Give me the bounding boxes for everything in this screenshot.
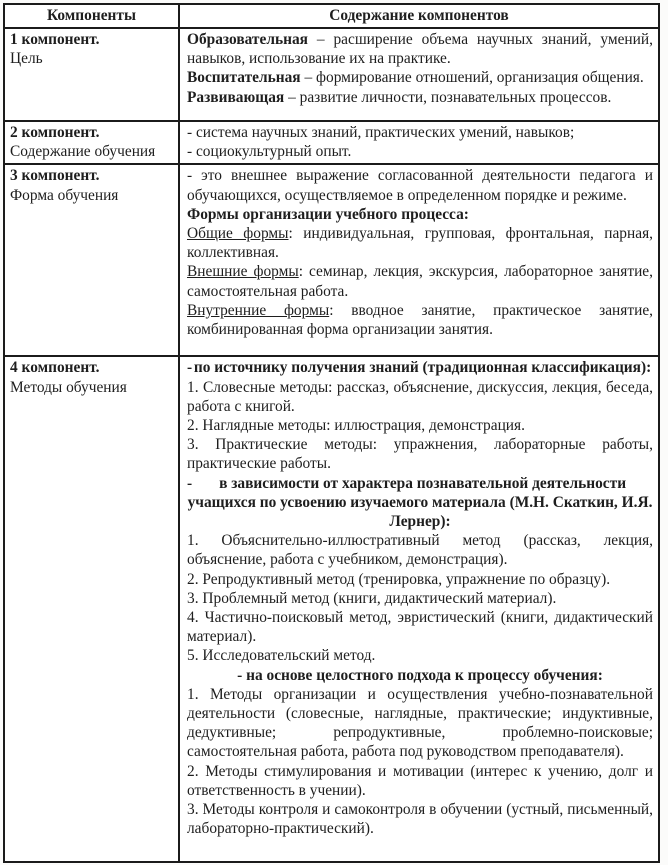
header-content: Содержание компонентов: [179, 4, 659, 28]
component-cell: [4, 164, 179, 356]
content-paragraph: [187, 30, 653, 68]
text-segment: - система научных знаний, практических умений, навыков;: [187, 124, 575, 141]
component-number: 4 компонент.: [10, 359, 100, 377]
content-paragraph: [187, 531, 653, 569]
text-segment: 1. Методы организации и осуществления учебно-познавательной деятельности (словесные, наглядные, практические; индуктивные, дедуктивные; репродуктивные, проблемно-поисковые; самостоятельная работа, работа под руководством преподавателя).: [187, 685, 653, 761]
content-paragraph: [187, 301, 653, 339]
term-bold: Воспитательная: [187, 69, 301, 87]
header-row: [4, 4, 659, 28]
content-paragraph: [187, 608, 653, 646]
table-row: [4, 356, 659, 862]
text-segment: 3. Проблемный метод (книги, дидактический материал).: [187, 589, 557, 607]
text-segment: – расширение объема научных знаний, умений, навыков, использование их на практике.: [187, 31, 653, 68]
text-segment: : индивидуальная, групповая, фронтальная, парная, коллективная.: [187, 225, 653, 262]
content-paragraph: [187, 685, 653, 762]
text-segment: : семинар, лекция, экскурсия, лабораторное занятие, самостоятельная работа.: [187, 263, 653, 300]
component-name: Цель: [10, 50, 43, 68]
text-segment: - социокультурный опыт.: [187, 143, 352, 161]
content-paragraph: [187, 123, 653, 142]
content-paragraph: [187, 646, 653, 665]
content-cell: [179, 121, 659, 164]
content-heading: [187, 474, 653, 532]
component-name: Форма обучения: [10, 186, 119, 204]
table-row: [4, 28, 659, 121]
content-paragraph: [187, 589, 653, 608]
component-number: 2 компонент.: [10, 124, 100, 141]
text-segment: - это внешнее выражение согласованной деятельности педагога и обучающихся, осуществляемое в определенном порядке и режиме.: [187, 167, 653, 204]
component-name: Содержание обучения: [10, 143, 156, 161]
term-underlined: Общие формы: [187, 225, 289, 243]
content-cell: [179, 164, 659, 356]
content-paragraph: [187, 762, 653, 800]
content-heading: [187, 358, 653, 377]
content-paragraph: [187, 88, 653, 107]
text-segment: 2. Репродуктивный метод (тренировка, упражнение по образцу).: [187, 570, 611, 588]
header-components: Компоненты: [4, 4, 179, 28]
list-dash: -: [187, 359, 193, 377]
term-bold: Образовательная: [187, 31, 308, 48]
text-segment: по источнику получения знаний (традиционная классификация):: [193, 359, 652, 377]
text-segment: – развитие личности, познавательных процессов.: [284, 88, 612, 106]
text-segment: 3. Методы контроля и самоконтроля в обучении (устный, письменный, лабораторно-практический).: [187, 801, 653, 838]
scanned-document-page: [3, 3, 660, 863]
text-segment: 1. Словесные методы: рассказ, объяснение, дискуссия, лекция, беседа, работа с книгой.: [187, 378, 653, 415]
content-cell: [179, 356, 659, 862]
table-body: [4, 28, 659, 862]
text-segment: 5. Исследовательский метод.: [187, 647, 376, 665]
content-paragraph: [187, 378, 653, 416]
content-paragraph: [187, 416, 653, 435]
component-cell: [4, 121, 179, 164]
term-bold: Развивающая: [187, 88, 285, 106]
text-segment: 1. Объяснительно-иллюстративный метод (рассказ, лекция, объяснение, работа с учебником, демонстрация).: [187, 532, 653, 569]
content-cell: [179, 28, 659, 121]
content-paragraph: [187, 166, 653, 204]
text-segment: 4. Частично-поисковый метод, эвристический (книги, дидактический материал).: [187, 609, 653, 646]
content-paragraph: [187, 68, 653, 87]
text-segment: Формы организации учебного процесса:: [187, 205, 469, 223]
term-underlined: Внешние формы: [187, 263, 299, 281]
text-segment: - на основе целостного подхода к процессу обучения:: [237, 666, 603, 684]
component-cell: [4, 356, 179, 862]
content-heading: [187, 666, 653, 685]
text-segment: : вводное занятие, практическое занятие, комбинированная форма организации занятия.: [187, 301, 653, 339]
text-segment: в зависимости от характера познавательной деятельности учащихся по усвоению изучаемого материала (М.Н. Скаткин, И.Я. Лернер):: [187, 474, 653, 531]
components-table: [3, 3, 660, 863]
component-cell: [4, 28, 179, 121]
text-segment: – формирование отношений, организация общения.: [300, 69, 644, 87]
content-paragraph: [187, 142, 653, 161]
content-paragraph: [187, 570, 653, 589]
content-paragraph: [187, 262, 653, 300]
content-paragraph: [187, 435, 653, 473]
text-segment: 2. Методы стимулирования и мотивации (интерес к учению, долг и ответственность в учении).: [187, 762, 653, 799]
content-heading: [187, 205, 653, 224]
component-number: 1 компонент.: [10, 31, 100, 48]
component-number: 3 компонент.: [10, 167, 100, 185]
component-name: Методы обучения: [10, 378, 127, 396]
text-segment: 2. Наглядные методы: иллюстрация, демонстрация.: [187, 417, 525, 435]
list-dash: -: [187, 474, 193, 492]
term-underlined: Внутренние формы: [187, 301, 330, 319]
text-segment: 3. Практические методы: упражнения, лабораторные работы, практические работы.: [187, 436, 653, 473]
table-row: [4, 164, 659, 356]
table-row: [4, 121, 659, 164]
content-paragraph: [187, 800, 653, 838]
content-paragraph: [187, 224, 653, 262]
